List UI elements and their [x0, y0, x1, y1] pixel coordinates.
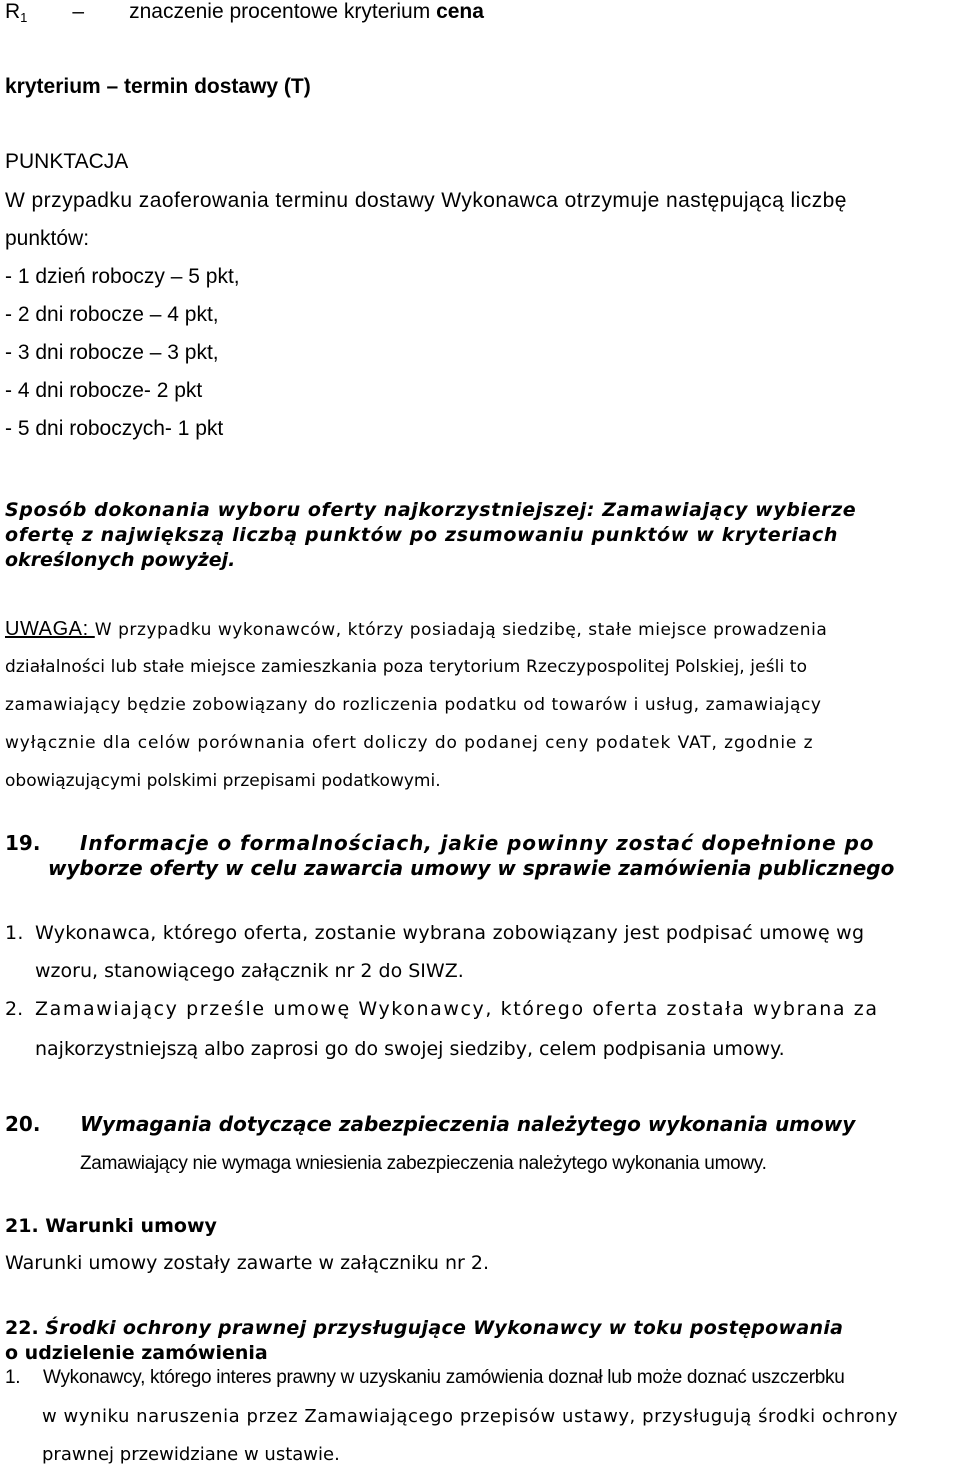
section19-item2	[5, 997, 879, 1021]
section19-item1-number: 1.	[5, 922, 24, 944]
note-label: UWAGA:	[5, 618, 95, 640]
section20-body: Zamawiający nie wymaga wniesienia zabezpieczenia należytego wykonania umowy.	[80, 1153, 767, 1174]
scoring-item: - 1 dzień roboczy – 5 pkt,	[5, 265, 240, 288]
section22-heading	[5, 1316, 843, 1340]
r1-line	[5, 0, 484, 30]
section19-heading	[5, 831, 874, 855]
section20-heading	[5, 1112, 855, 1136]
section22-item-line1: Wykonawcy, którego interes prawny w uzyskaniu zamówienia doznał lub może doznać uszczerbku	[43, 1367, 845, 1388]
section22-item-line2: w wyniku naruszenia przez Zamawiającego przepisów ustawy, przysługują środki ochrony	[42, 1406, 899, 1427]
section22-item-number: 1.	[5, 1367, 21, 1388]
scoring-item: - 2 dni robocze – 4 pkt,	[5, 303, 219, 326]
note-line2: działalności lub stałe miejsce zamieszkania poza terytorium Rzeczypospolitej Polskiej, jeśli to	[5, 657, 808, 677]
selection-line3: określonych powyżej.	[5, 549, 236, 571]
note-line5: obowiązującymi polskimi przepisami podatkowymi.	[5, 771, 441, 791]
section22-title-line1: Środki ochrony prawnej przysługujące Wykonawcy w toku postępowania	[45, 1317, 844, 1339]
note-line1	[5, 617, 827, 642]
section19-item2-line1: Zamawiający prześle umowę Wykonawcy, którego oferta została wybrana za	[35, 998, 879, 1020]
note-line3: zamawiający będzie zobowiązany do rozliczenia podatku od towarów i usług, zamawiający	[5, 695, 822, 715]
scoring-item: - 5 dni roboczych- 1 pkt	[5, 417, 224, 440]
section22-item-line3: prawnej przewidziane w ustawie.	[42, 1444, 340, 1465]
section19-item2-number: 2.	[5, 998, 24, 1020]
note-text: W przypadku wykonawców, którzy posiadają siedzibę, stałe miejsce prowadzenia	[94, 620, 828, 640]
section19-item2-line2: najkorzystniejszą albo zaprosi go do swojej siedziby, celem podpisania umowy.	[35, 1038, 785, 1060]
scoring-title: PUNKTACJA	[5, 150, 129, 173]
r1-symbol: R	[5, 0, 21, 23]
section19-item1	[5, 921, 864, 945]
section22-title-line2: o udzielenie zamówienia	[5, 1342, 268, 1364]
section22-item	[5, 1366, 844, 1390]
scoring-item: - 3 dni robocze – 3 pkt,	[5, 341, 219, 364]
r1-dash: –	[72, 0, 85, 23]
section20-title: Wymagania dotyczące zabezpieczenia należytego wykonania umowy	[80, 1112, 856, 1136]
section19-item1-line1: Wykonawca, którego oferta, zostanie wybrana zobowiązany jest podpisać umowę wg	[35, 922, 865, 944]
section21-body: Warunki umowy zostały zawarte w załączniku nr 2.	[5, 1252, 489, 1274]
criterion-heading: kryterium – termin dostawy (T)	[5, 75, 311, 98]
section22-number: 22.	[5, 1317, 39, 1339]
section19-item1-line2: wzoru, stanowiącego załącznik nr 2 do SIWZ.	[35, 960, 464, 982]
section21-title: 21. Warunki umowy	[5, 1215, 217, 1237]
note-line4: wyłącznie dla celów porównania ofert doliczy do podanej ceny podatek VAT, zgodnie z	[5, 733, 814, 753]
selection-line1: Sposób dokonania wyboru oferty najkorzystniejszej: Zamawiający wybierze	[5, 499, 857, 521]
section20-number: 20.	[5, 1112, 41, 1136]
r1-subscript: 1	[20, 10, 28, 25]
r1-text-bold: cena	[436, 0, 484, 23]
section19-title-line2: wyborze oferty w celu zawarcia umowy w sprawie zamówienia publicznego	[48, 856, 895, 880]
section19-number: 19.	[5, 831, 41, 855]
scoring-intro-line2: punktów:	[5, 227, 90, 250]
selection-line2: ofertę z największą liczbą punktów po zsumowaniu punktów w kryteriach	[5, 524, 839, 546]
r1-text: znaczenie procentowe kryterium	[129, 0, 431, 23]
scoring-item: - 4 dni robocze- 2 pkt	[5, 379, 203, 402]
section19-title-line1: Informacje o formalnościach, jakie powinny zostać dopełnione po	[80, 831, 875, 855]
scoring-intro-line1: W przypadku zaoferowania terminu dostawy Wykonawca otrzymuje następującą liczbę	[5, 189, 847, 212]
